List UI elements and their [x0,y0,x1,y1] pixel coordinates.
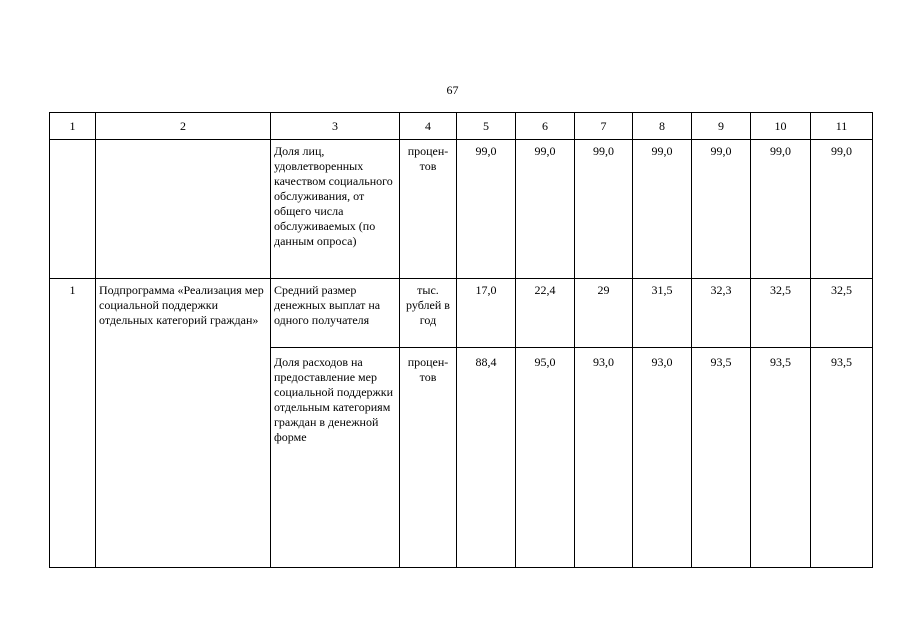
column-header: 5 [457,113,516,140]
value-cell: 99,0 [751,140,811,279]
program-name: Подпрограмма «Реализация мер социальной поддержки отдельных категорий граждан» [96,279,271,568]
value-cell: 99,0 [516,140,575,279]
value-cell: 31,5 [633,279,692,348]
column-header: 4 [400,113,457,140]
value-cell: 99,0 [457,140,516,279]
value-cell: 99,0 [692,140,751,279]
column-header: 7 [575,113,633,140]
unit-cell: тыс. рублей в год [400,279,457,348]
value-cell: 32,3 [692,279,751,348]
column-header: 3 [271,113,400,140]
value-cell: 99,0 [633,140,692,279]
row-number [50,140,96,279]
value-cell: 95,0 [516,348,575,568]
column-header: 1 [50,113,96,140]
indicator-name: Доля лиц, удовлетворенных качеством социального обслуживания, от общего числа обслуживаемых (по данным опроса) [271,140,400,279]
program-name [96,140,271,279]
value-cell: 29 [575,279,633,348]
unit-cell: процен-тов [400,348,457,568]
indicator-name: Средний размер денежных выплат на одного получателя [271,279,400,348]
indicator-name: Доля расходов на предоставление мер социальной поддержки отдельным категориям граждан в денежной форме [271,348,400,568]
table-header-row [50,113,873,140]
table-row [50,279,873,348]
value-cell: 93,5 [751,348,811,568]
value-cell: 88,4 [457,348,516,568]
value-cell: 99,0 [811,140,873,279]
value-cell: 32,5 [811,279,873,348]
indicators-table [49,112,873,568]
row-number: 1 [50,279,96,568]
value-cell: 93,5 [811,348,873,568]
column-header: 11 [811,113,873,140]
value-cell: 93,5 [692,348,751,568]
value-cell: 93,0 [575,348,633,568]
value-cell: 99,0 [575,140,633,279]
value-cell: 22,4 [516,279,575,348]
column-header: 8 [633,113,692,140]
column-header: 6 [516,113,575,140]
page-number: 67 [446,83,459,97]
value-cell: 93,0 [633,348,692,568]
column-header: 9 [692,113,751,140]
value-cell: 17,0 [457,279,516,348]
column-header: 2 [96,113,271,140]
unit-cell: процен-тов [400,140,457,279]
table-row [50,140,873,279]
value-cell: 32,5 [751,279,811,348]
column-header: 10 [751,113,811,140]
